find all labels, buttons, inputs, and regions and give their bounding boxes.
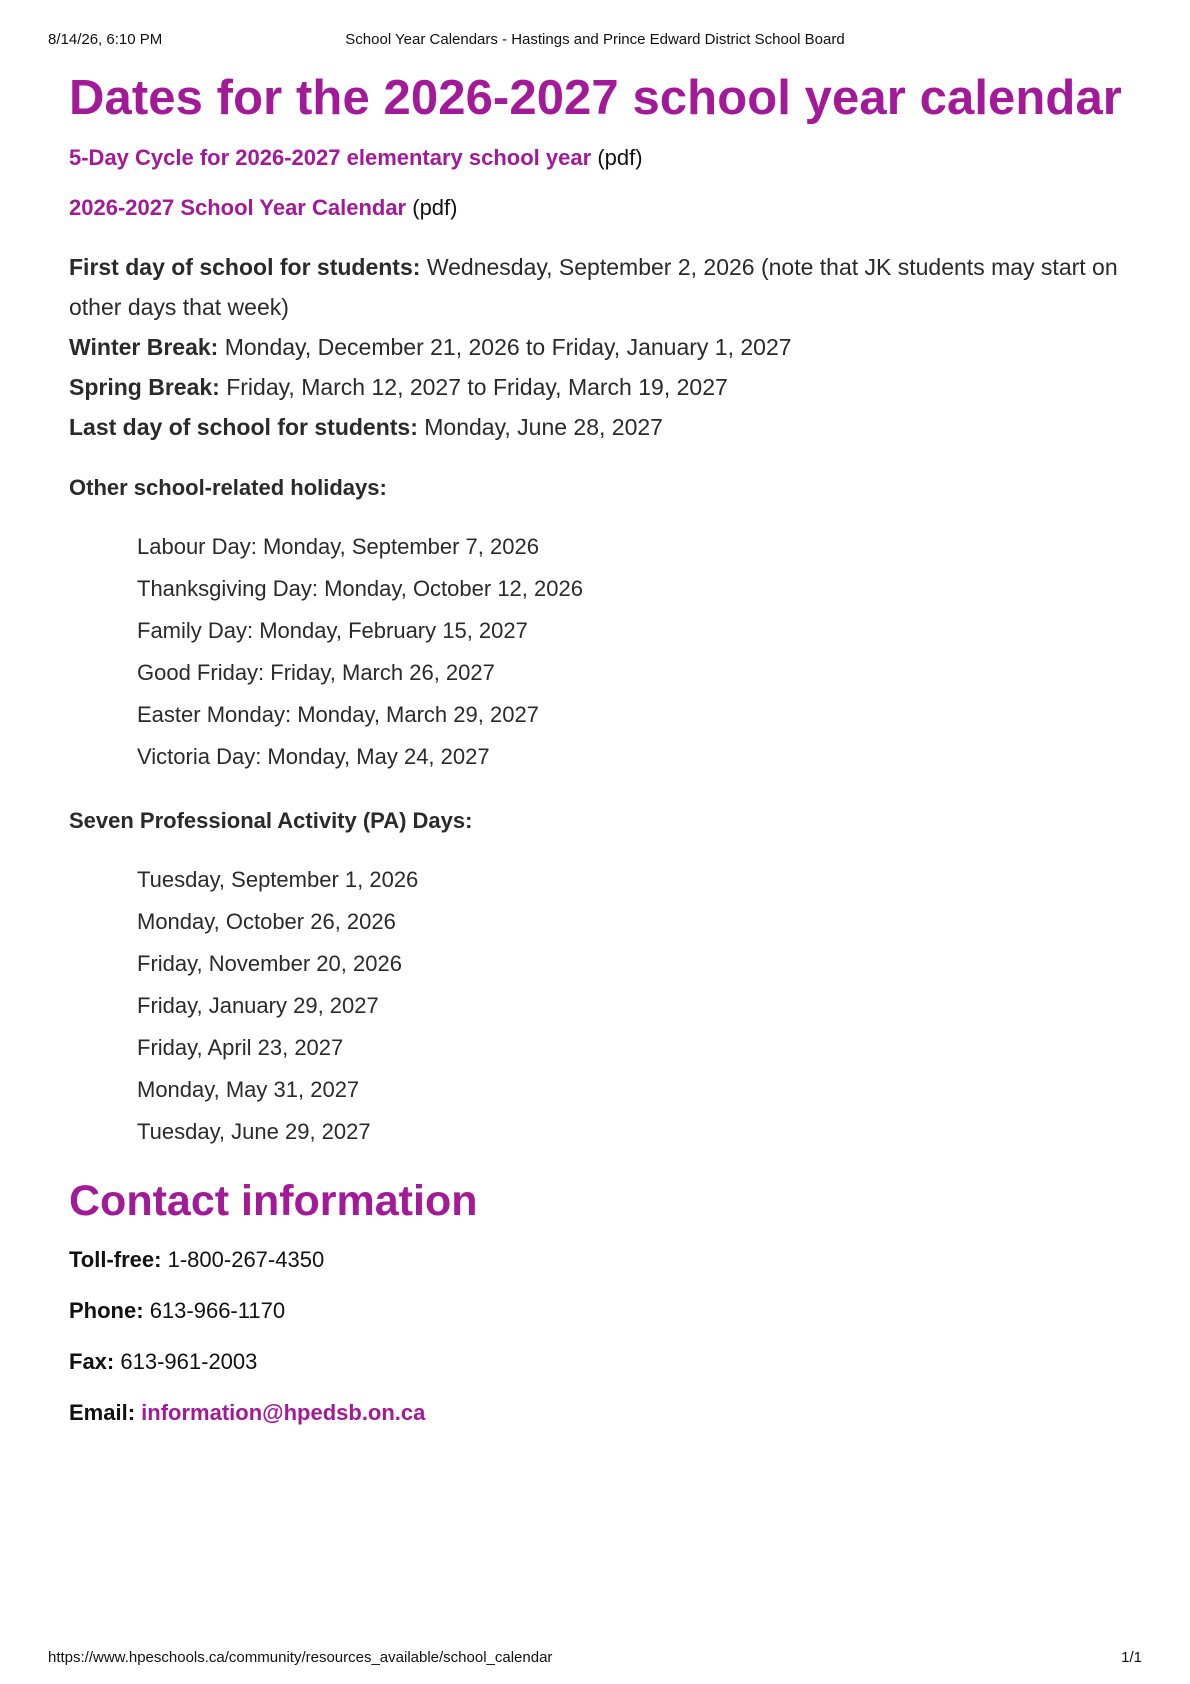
contact-email <box>69 1398 1129 1428</box>
list-item: Good Friday: Friday, March 26, 2027 <box>137 660 495 685</box>
document-links <box>69 143 1129 223</box>
list-item: Labour Day: Monday, September 7, 2026 <box>137 534 539 559</box>
list-item: Friday, April 23, 2027 <box>137 1035 344 1060</box>
key-date-spring-break <box>69 367 1129 407</box>
key-date-value: Friday, March 12, 2027 to Friday, March 19, 2027 <box>226 374 728 400</box>
pdf-suffix: (pdf) <box>412 195 458 220</box>
print-url: https://www.hpeschools.ca/community/resources_available/school_calendar <box>48 1649 553 1666</box>
key-date-label: Last day of school for students: <box>69 414 418 440</box>
pdf-suffix: (pdf) <box>597 145 643 170</box>
key-date-label: Winter Break: <box>69 334 219 360</box>
five-day-cycle-pdf-link[interactable]: 5-Day Cycle for 2026-2027 elementary school year <box>69 145 592 170</box>
print-header <box>48 31 1142 51</box>
phone-number: 613-966-1170 <box>149 1298 286 1323</box>
list-item: Monday, May 31, 2027 <box>137 1077 360 1102</box>
key-date-label: First day of school for students: <box>69 254 421 280</box>
pa-days-list <box>69 859 1129 1153</box>
contact-label: Email: <box>69 1400 136 1425</box>
holidays-list <box>69 526 1129 778</box>
key-date-value: Monday, June 28, 2027 <box>424 414 663 440</box>
list-item: Tuesday, September 1, 2026 <box>137 867 419 892</box>
key-date-label: Spring Break: <box>69 374 220 400</box>
list-item: Friday, January 29, 2027 <box>137 993 379 1018</box>
list-item: Family Day: Monday, February 15, 2027 <box>137 618 528 643</box>
contact-label: Phone: <box>69 1298 144 1323</box>
five-day-cycle-link-row <box>69 143 1129 173</box>
school-year-calendar-pdf-link[interactable]: 2026-2027 School Year Calendar <box>69 195 407 220</box>
print-footer <box>48 1649 1142 1669</box>
toll-free-number: 1-800-267-4350 <box>167 1247 325 1272</box>
print-page-title: School Year Calendars - Hastings and Prince Edward District School Board <box>345 31 845 48</box>
print-page-count: 1/1 <box>1121 1649 1142 1666</box>
contact-label: Fax: <box>69 1349 115 1374</box>
list-item: Easter Monday: Monday, March 29, 2027 <box>137 702 539 727</box>
contact-toll-free <box>69 1245 1129 1275</box>
school-year-calendar-link-row <box>69 193 1129 223</box>
contact-details <box>69 1245 1129 1428</box>
key-date-value: Wednesday, September 2, 2026 (note that JK students may start on other days that week) <box>69 254 1118 320</box>
contact-fax <box>69 1347 1129 1377</box>
contact-heading: Contact information <box>69 1177 478 1225</box>
pa-days-heading: Seven Professional Activity (PA) Days: <box>69 808 473 833</box>
contact-label: Toll-free: <box>69 1247 162 1272</box>
email-link[interactable]: information@hpedsb.on.ca <box>141 1400 426 1425</box>
list-item: Friday, November 20, 2026 <box>137 951 402 976</box>
key-date-value: Monday, December 21, 2026 to Friday, January 1, 2027 <box>224 334 792 360</box>
fax-number: 613-961-2003 <box>120 1349 258 1374</box>
key-dates <box>69 247 1129 447</box>
main-content <box>69 66 1129 1428</box>
list-item: Victoria Day: Monday, May 24, 2027 <box>137 744 490 769</box>
key-date-winter-break <box>69 327 1129 367</box>
list-item: Tuesday, June 29, 2027 <box>137 1119 371 1144</box>
list-item: Monday, October 26, 2026 <box>137 909 396 934</box>
list-item: Thanksgiving Day: Monday, October 12, 2026 <box>137 576 583 601</box>
key-date-first-day <box>69 247 1129 327</box>
holidays-heading: Other school-related holidays: <box>69 475 387 500</box>
print-datetime: 8/14/26, 6:10 PM <box>48 31 163 48</box>
page-heading: Dates for the 2026-2027 school year calendar <box>69 71 1122 125</box>
contact-phone <box>69 1296 1129 1326</box>
key-date-last-day <box>69 407 1129 447</box>
